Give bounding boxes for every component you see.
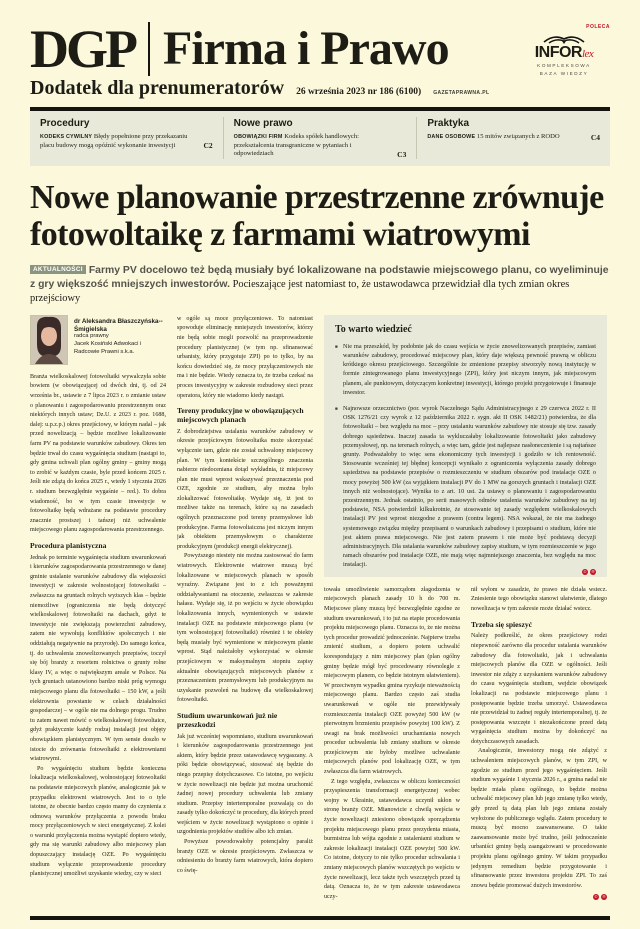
bullet-square-icon: ■: [335, 406, 338, 411]
paragraph: Powyższe powodowałoby potencjalny paraliż branży OZE w okresie przejściowym. Zwłaszcza w odniesieniu do branży farm wiatrowych, która dopiero co świę-: [177, 839, 313, 874]
column-1: [30, 315, 166, 907]
infobox-bullet-text: Najnowsze orzecznictwo (por. wyrok Naczelnego Sądu Administracyjnego z 29 czerwca 2022 r. II OSK 1276/21 czy wyrok z 12 października 2022 r. sygn. akt II OSK 1482/21) potwierdza, że dla fotowoltaiki – bez względu na moc – przy ustalaniu warunków zabudowy nie stosuje się tzw. zasady dobrego sąsiedztwa. Inaczej zasada ta wykluczałaby lokalizowanie fotowoltaiki jako zabudowy przemysłowej, np. na terenach rolnych, a więc tam, gdzie jest najlepsze nasłonecznienie i są najtańsze grunty. Podważałoby to więc sens ekonomiczny tych inwestycji i godziło w ich rentowność. Stosowanie wcześniej tej błędnej koncepcji wynikało z ograniczenia wyłączenia zasady dobrego sąsiedztwa na podstawie przepisów o rozmieszczeniu w studium obszarów pod instalacje OZE o mocy powyżej 500 kW (za wyjątkiem instalacji PV do 1 MW na gorszych gruntach i instalacji OZE innych niż wolnostojące). Wynika to z art. 10 ust. 2a ustawy o planowaniu i zagospodarowaniu przestrzennym. Jednak ostatnio, po serii masowych odmów ustalenia warunków zabudowy na tej podstawie, NSA potwierdził kilkukrotnie, że stosowanie tej zasady względem wielkoskalowych instalacji PV jest wprost niezgodne z prawem (contra legem). NSA wskazał, że nie ma żadnego systemowego związku między przepisami o warunkach zabudowy i przepisami o studium, które nie jest aktem prawa miejscowego. Nie jest zatem prawem i nie może być podstawą decyzji administracyjnych. Dla ustalania warunków zabudowy zapisy studium, w tym rozmieszczenie w jego ramach obszarów pod instalacje OZE, nie mają więc najmniejszego znaczenia, bez względu na moc instalacji.: [343, 405, 596, 569]
infobox-title: To warto wiedzieć: [335, 323, 412, 335]
subheading: Trzeba się spieszyć: [471, 619, 533, 629]
infor-logo-text: INFOR: [534, 44, 582, 61]
right-half: [324, 315, 607, 907]
author-box: [30, 315, 166, 365]
paragraph: Analogicznie, inwestorzy mogą nie zdążyć z uchwaleniem miejscowych planów, w tym ZPI, w zgodzie ze studium przed jego wygaśnięciem. Jeśli studium wygaśnie 1 stycznia 2026 r., a gmina nadal nie będzie miała planu ogólnego, to będzie można uchwalić miejscowy plan lub jego zmianę tylko wtedy, gdy przed tą datą plan lub jego zmiana zostały wyłożone do publicznego wglądu. Zatem procedury te muszą być mocno zaawansowane. O takie zaawansowanie może być trudno, jeśli jednocześnie urbaniści gminy będą zaangażowani w procedowanie projektu planu ogólnego gminy. W takim przypadku jedynym remedium będzie przygotowanie i sfinansowanie przez inwestora projektu ZPI. To zaś znowu będzie promować dużych inwestorów.: [471, 748, 607, 889]
rights-circle-icon: ℗: [602, 894, 606, 900]
paragraph: Jak już wcześniej wspomniano, studium uwarunkowań i kierunków zagospodarowania przestrzennego jest aktem, który będzie przez ustawodawcę wygaszany. A póki będzie obowiązywać, stosować się będzie do niego przepisy dotychczasowe. Co istotne, po wejściu w życie nowelizacji nie będzie już można uruchomić żadnej nowej procedury uchwalenia lub zmiany studium. Przepisy intertemporalne pozwalają co do zasady tylko dokończyć te procedury, dla których przed wejściem w życie nowelizacji wystąpiono o opinie i uzgodnienia projektów studiów albo ich zmian.: [177, 733, 313, 836]
article-lead: [30, 263, 610, 306]
nav-item-praktyka[interactable]: [416, 117, 610, 159]
lead-bold-text: Farmy PV docelowo też będą musiały być lokalizowane na podstawie miejscowego planu, co wyeliminuje z gry większość mniejszych inwestorów.: [30, 264, 609, 290]
nav-section-title: Nowe prawo: [233, 118, 293, 129]
nav-item-procedury[interactable]: [30, 117, 223, 159]
infor-lex-suffix: lex: [581, 48, 594, 60]
paragraph: nił wyłom w zasadzie, że prawo nie działa wstecz. Zniesienie tego obowiązku stanowi ułatwienie, dlatego nowelizacja w tym zakresie może działać wstecz.: [471, 586, 607, 612]
section-teaser-strip: [30, 111, 610, 166]
subheading: Studium uwarunkowań już nie przeszkodzi: [177, 710, 278, 729]
author-photo: [30, 315, 68, 365]
subheading: Tereny produkcyjne w obowiązujących miejscowych planach: [177, 406, 304, 424]
nav-section-title: Procedury: [40, 118, 90, 129]
lead-rest-text: Pocieszające jest natomiast to, że ustawodawca przewidział dla tych zmian okres przejściowy: [30, 278, 570, 304]
kicker-badge: AKTUALNOŚCI: [30, 265, 86, 274]
author-name: dr Aleksandra Błaszczyńska--Śmigielska: [74, 317, 163, 333]
paragraph: Należy podkreślić, że okres przejściowy rodzi niepewność zarówno dla procedur ustalania warunków zabudowy dla fotowoltaiki, jak i uchwalania miejscowych planów dla OZE w ogólności. Jeśli inwestor nie zdąży z uzyskaniem warunków zabudowy do czasu wygaśnięcia studium, wejdzie obowiązek lokalizacji na podstawie miejscowego planu i postępowanie będzie trzeba umorzyć. Ustawodawca nie przewidział tu żadnej reguły intertemporalnej, tj. że postępowania wszczęte i niezakończone przed datą wygaśnięcia studium można by dokończyć na dotychczasowych zasadach.: [471, 633, 607, 745]
paragraph: Z tego względu, zwłaszcza w obliczu konieczności przyspieszenia transformacji energetycznej wobec wojny w Ukrainie, ustawodawca uczynił ukłon w stronę branży OZE. Mianowicie z chwilą wejścia w życie nowelizacji zniesiono obowiązek sporządzenia projektu miejscowego planu przez prezydenta miasta, burmistrza lub wójta zgodnie z ustaleniami studium w zakresie lokalizacji instalacji OZE powyżej 500 kW. Co istotne, dotyczy to nie tylko procedur uchwalania i zmiany miejscowych planów wszczętych po wejściu w życie nowelizacji, lecz także tych wszczętych przed tą datą. Oznacza to, że w tym zakresie ustawodawca uczy-: [324, 778, 460, 900]
nav-teaser: [427, 133, 585, 142]
nav-teaser-text: Kodeks spółek handlowych: przekształcenia transgraniczne w pytaniach i odpowiedziach: [233, 133, 359, 158]
paragraph: Branża wielkoskalowej fotowoltaiki wywalczyła sobie bowiem (w obowiązującej od dwóch dni, tj. od 24 września br., ustawie z 7 lipca 2023 r. o zmianie ustaw o planowaniu i zagospodarowaniu przestrzennym oraz niektórych innych ustaw; Dz.U. z 2023 r. poz. 1688, dalej: u.p.z.p.) okres przejściowy, w którym nadal – jak przed nowelizacją – będzie możliwe lokalizowanie farm PV na podstawie warunków zabudowy. Okres ten będzie trwał do czasu wygaśnięcia studium (nastąpi to, gdy gmina uchwali plan ogólny gminy – gminy mogą to zrobić w każdym czasie, byle przed końcem 2025 r. Jeśli nie zdążą do końca 2025 r., wtedy 1 stycznia 2026 r. studium bezwzględnie wygaśnie – red.). To dobra wiadomość, bo w tym czasie inwestycje w fotowoltaikę będą wdrażane na podstawie procedury znacznie prostszej i tańszej niż uchwalenie miejscowego planu zagospodarowania przestrzennego.: [30, 373, 166, 534]
poleca-label: POLECA: [586, 24, 610, 30]
nav-tag: DANE OSOBOWE: [427, 134, 476, 140]
paragraph: Jednak po terminie wygaśnięcia studium uwarunkowań i kierunków zagospodarowania przestrzennego w danej gminie ustalanie warunków zabudowy dla większości inwestycji w zakresie wolnostojącej fotowoltaiki – zwłaszcza na gruntach rolnych wyższych klas – będzie niemożliwe (ograniczenia nie będą dotyczyć wielkoskalowej fotowoltaiki na dachach, gdyż te inwestycje nie zwiększają powierzchni zabudowy, zatem nie wywołują konfliktów społecznych i nie oddziałują negatywnie na przyrodę). Do samego końca, tj. do uchwalenia znowelizowanych przepisów, toczył się bój branży z resortem rolnictwa o grunty rolne klasy IV, a więc o największym areale w Polsce. Na tych gruntach ustanowiono bardzo niski próg wymogu miejscowego planu dla fotowoltaiki – 150 kW, a jeśli elektrownia powstanie w celach działalności gospodarczej – w ogóle nie ma dolnego progu. Trudno tu zatem nawet mówić o wielkoskalowej fotowoltaice, gdyż praktycznie każdy rodzaj instalacji jest objęty obowiązkiem planistycznym. W tym sensie doszło w istocie do zrównania fotowoltaiki z elektrowniami wiatrowymi.: [30, 554, 166, 763]
column-2: [177, 315, 313, 907]
infobox-bullet: [335, 342, 596, 397]
website-label: GAZETAPRAWNA.PL: [433, 90, 490, 96]
author-role: radca prawny: [74, 333, 109, 340]
bullet-square-icon: ■: [335, 343, 338, 349]
paragraph: Powyższego niestety nie można zastosować do farm wiatrowych. Elektrownie wiatrowe muszą być lokalizowane w miejscowych planach w sposób wyraźny. Związane jest to z ich poważnymi oddziaływaniami na otoczenie, zwłaszcza w zakresie hałasu. Wydaje się, iż po wejściu w życie obowiązku lokalizowania innych, wymienionych w ustawie instalacji OZE na podstawie miejscowego planu (w tym wolnostojącej fotowoltaiki) również i te obiekty będą musiały być wymienione w miejscowym planie wprost. Stąd należałoby wykorzystać w okresie przejściowym w maksymalnym stopniu zapisy aktualnie obowiązujących miejscowych planów z przeznaczeniem przemysłowym lub produkcyjnym na uzyskanie pozwoleń na budowę dla wielkoskalowej fotowoltaiki.: [177, 553, 313, 704]
paragraph: towała umożliwienie samorządom złagodzenia w miejscowych planach zasady 10 h do 700 m. Miejscowe plany muszą być bezwzględnie zgodne ze studium uwarunkowań, i to już na etapie procedowania projektu miejscowego planu. Oznacza to, że nie można tych procedur prowadzić jednocześnie. Najpierw trzeba zmienić studium, a dopiero potem uchwalić korespondujący z nim miejscowy plan (plan ogólny gminy będzie mógł być procedowany równolegle z miejscowym planem, co będzie istotnym ułatwieniem). W przeciwnym wypadku gmina ryzykuje nieważnością miejscowego planu. Bardzo często zaś studia uwarunkowań w ogóle nie przewidywały rozmieszczenia instalacji OZE powyżej 500 kW (w pierwotnym brzmieniu przepisów powyżej 100 kW). Z uwagi na brak możliwości uruchamiania nowych procedur uchwalenia lub zmiany studium w okresie przejściowym nie byłoby możliwe uchwalanie miejscowych planów pod lokalizację OZE, w tym zwłaszcza dla farm wiatrowych.: [324, 586, 460, 776]
nav-teaser: [40, 133, 198, 150]
page-bottom-rule: [30, 916, 610, 920]
edition-subtitle: Dodatek dla prenumeratorów: [30, 77, 285, 99]
infobox-warto-wiedziec: [324, 315, 607, 577]
date-issue: 26 września 2023 nr 186 (6100): [296, 87, 422, 97]
nav-tag: KODEKS CYWILNY: [40, 134, 93, 140]
article-end-marks: [471, 894, 607, 900]
publication-title: Firma i Prawo: [163, 22, 449, 75]
brand-block: [30, 19, 449, 79]
column-3: [324, 586, 460, 907]
subheading: Procedura planistyczna: [30, 540, 107, 550]
infobox-bullet-text: Nie ma przeszkód, by podobnie jak do czasu wejścia w życie znowelizowanych przepisów, zamiast warunków zabudowy, procedować miejscowy plan, który daje większą pewność prawną w obliczu krótkiego okresu przejściowego. Szczególnie że zmienione przepisy stworzyły nową instytucję w formie zintegrowanego planu inwestycyjnego (ZPI), który jest niczym innym, jak miejscowym planem, ale punktowym, dotyczącym konkretnej inwestycji, którego projekt przygotowuje i finansuje inwestor.: [343, 342, 596, 396]
article-headline: Nowe planowanie przestrzenne zrównuje fotowoltaikę z farmami wiatrowymi: [30, 178, 604, 253]
nav-tag: OBOWIĄZKI FIRM: [233, 134, 283, 140]
nav-page-ref: C4: [590, 133, 601, 142]
author-firm: Jacek Kosiński Adwokaci i Radcowie Prawni s.k.a.: [74, 340, 142, 355]
paragraph: w ogóle są moce przyłączeniowe. To natomiast spowoduje eliminację mniejszych inwestorów, którzy nie będą sobie mogli pozwolić na przeprowadzenie procedury planistycznej (w tym np. sfinansować urbanisty, który przygotuje ZPI) po to tylko, by na końcu dowiedzieć się, że mocy przyłączeniowych nie ma i nie będzie. Wtedy oznacza to, że trzeba czekać na proces inwestycyjny w zakresie rozbudowy sieci przez operatora, który nie wiadomo kiedy nastąpi.: [177, 315, 313, 399]
brand-divider: [148, 22, 150, 76]
masthead: [30, 0, 610, 111]
nav-teaser-text: Błędy popełnione przy przekazaniu placu budowy mogą opóźnić wykonanie inwestycji: [40, 133, 188, 149]
nav-teaser-text: 15 mitów związanych z RODO: [475, 133, 560, 140]
article-body: [30, 315, 610, 907]
dgp-logo: DGP: [30, 19, 135, 79]
infor-tagline-line2: BAZA WIEDZY: [539, 71, 589, 76]
infor-tagline-line1: KOMPLEKSOWA: [537, 63, 591, 68]
paragraph: Po wygaśnięciu studium będzie konieczna lokalizacja wielkoskalowej, wolnostojącej fotowoltaiki na podstawie miejscowych planów, analogicznie jak w przypadku elektrowni wiatrowych. Jest to o tyle istotne, że obecnie bardzo często mamy do czynienia z odmową warunków przyłączenia z powodu braku mocy przyłączeniowych w sieci energetycznej. Z kolei o warunki przyłączenia można wystąpić dopiero wtedy, gdy ma się warunki zabudowy albo miejscowy plan dopuszczający instalację OZE. Po wygaśnięciu studium wyłącznie przeprowadzenie procedury planistycznej umożliwi uzyskanie wiedzy, czy w sieci: [30, 765, 166, 878]
nav-teaser: [234, 133, 392, 159]
rights-circle-icon: ℗: [591, 568, 595, 574]
nav-page-ref: C3: [397, 149, 407, 159]
copyright-circle-icon: ©: [594, 894, 598, 900]
paragraph: Z dobrodziejstwa ustalania warunków zabudowy w okresie przejściowym fotowoltaika może skorzystać wyłącznie tam, gdzie nie został uchwalony miejscowy plan. W tym kontekście szczególnego znaczenia nabierze niedoceniana dotąd wykładnia, iż miejscowy plan nie musi wprost wskazywać przeznaczenia pod OZE, zgodnie ze studium, aby można było zlokalizować fotowoltaikę. Wydaje się, iż jest to możliwe także na terenach, które są na zasadach ogólnych przeznaczone pod tereny przemysłowe lub produkcyjne. Farma fotowoltaiczna jest niczym innym jak obiektem przemysłowym o charakterze produkcyjnym (produkcji energii elektrycznej).: [177, 428, 313, 550]
infobox-bullet: [335, 404, 596, 570]
nav-item-nowe-prawo[interactable]: [223, 117, 417, 159]
author-portrait-graphic: [31, 316, 67, 364]
infor-logo: [518, 45, 610, 61]
copyright-circle-icon: ©: [583, 568, 587, 574]
nav-page-ref: C2: [203, 141, 213, 151]
infor-promo-block: [518, 22, 610, 77]
column-4: [471, 586, 607, 907]
nav-section-title: Praktyka: [427, 118, 470, 129]
